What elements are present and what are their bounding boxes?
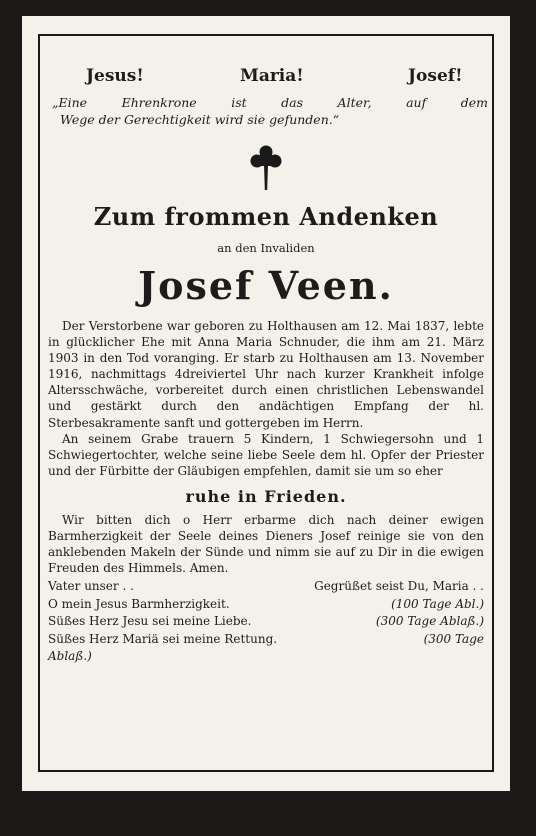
invocation-josef: Josef! — [408, 66, 463, 86]
prayer-lines — [44, 578, 488, 666]
cross-icon — [249, 144, 283, 192]
prayer-line-left: Süßes Herz Mariä sei meine Rettung. — [48, 631, 278, 646]
prayer-line-left: O mein Jesus Barmherzigkeit. — [48, 596, 230, 611]
biography-paragraph-2: An seinem Grabe trauern 5 Kindern, 1 Schwiegersohn und 1 Schwiegertochter, welche seine liebe Seele dem hl. Opfer der Priester und der Fürbitte der Gläubigen empfehlen, damit sie um so eher — [48, 431, 484, 478]
prayer-line-right: Gegrüßet seist Du, Maria . . — [314, 579, 484, 594]
prayer-line — [48, 631, 484, 649]
prayer-line — [48, 596, 484, 614]
prayer-line-left: Süßes Herz Jesu sei meine Liebe. — [48, 614, 252, 629]
prayer-line — [48, 648, 484, 666]
memorial-heading: Zum frommen Andenken — [93, 202, 439, 231]
prayer-line-right: (100 Tage Abl.) — [391, 596, 484, 611]
card-paper — [22, 16, 510, 791]
biography-paragraph-1: Der Verstorbene war geboren zu Holthausen am 12. Mai 1837, lebte in glücklicher Ehe mit Anna Maria Schnuder, die ihm am 21. März 1903 in den Tod voranging. Er starb zu Holthausen am 13. November 1916, nachmittags 4dreiviertel Uhr nach kurzer Krankheit infolge Altersschwäche, vorbereitet durch einen christlichen Lebenswandel und gestärkt durch den andächtigen Empfang der hl. Sterbesakramente sanft und gottergeben im Herrn. — [48, 319, 484, 430]
biography — [44, 318, 488, 479]
prayer-line — [48, 578, 484, 596]
invocation-maria: Maria! — [240, 66, 304, 86]
prayer-line-left: Vater unser . . — [48, 579, 134, 594]
prayer-line — [48, 613, 484, 631]
memorial-subheading: an den Invaliden — [217, 241, 315, 255]
invocation-jesus: Jesus! — [86, 66, 144, 86]
prayer-text: Wir bitten dich o Herr erbarme dich nach deiner ewigen Barmherzigkeit der Seele deines Dieners Josef reinige sie von den anklebenden Makeln der Sünde und nimm sie auf zu Dir in die ewigen Freuden des Himmels. Amen. — [48, 512, 484, 576]
bible-quote — [44, 94, 488, 128]
rest-in-peace: ruhe in Frieden. — [185, 486, 347, 506]
invocation-line — [44, 66, 488, 92]
quote-line-2: Wege der Gerechtigkeit wird sie gefunden.“ — [60, 112, 340, 127]
prayer-line-left: Ablaß.) — [48, 649, 92, 664]
deceased-name: Josef Veen. — [138, 263, 394, 308]
quote-line-1: „Eine Ehrenkrone ist das Alter, auf dem — [52, 95, 488, 110]
prayer-line-right: (300 Tage Ablaß.) — [375, 614, 484, 629]
card-content — [44, 40, 488, 666]
prayer-line-right: (300 Tage — [423, 631, 484, 646]
